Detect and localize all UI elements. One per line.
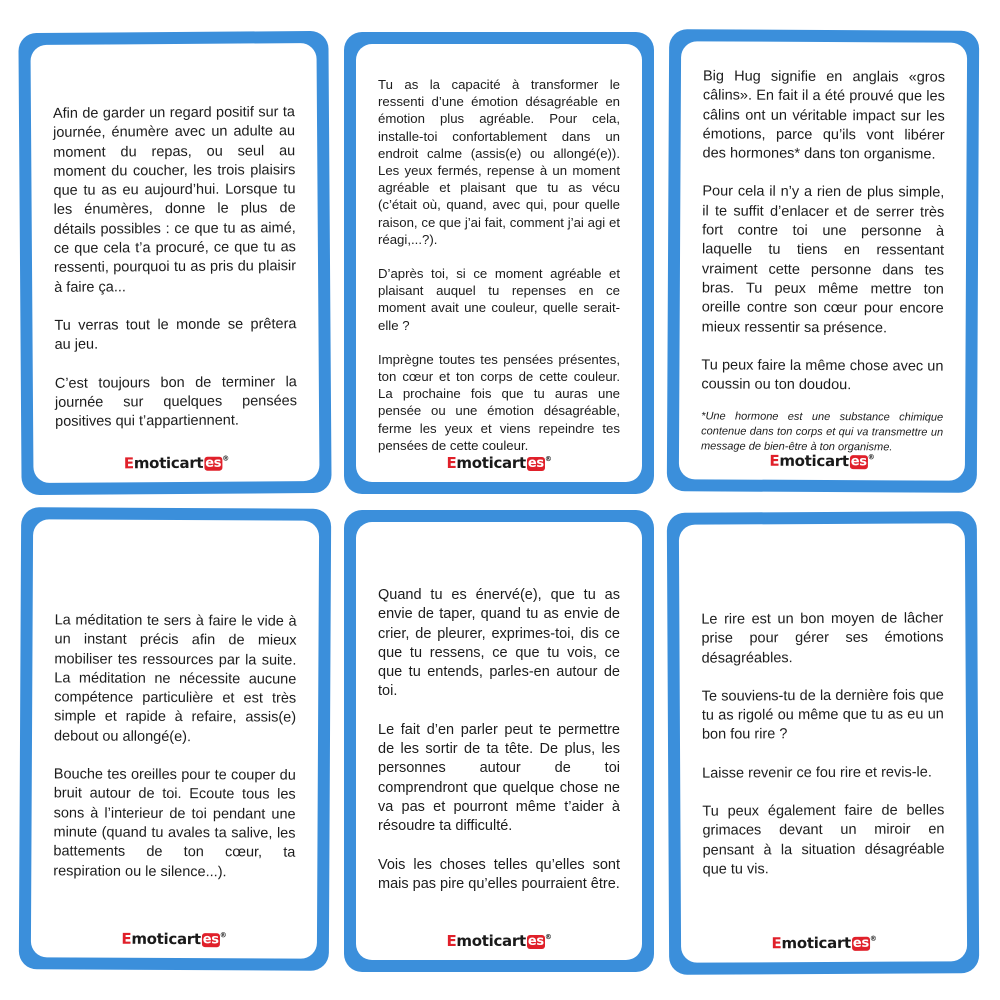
card-laughter xyxy=(667,511,979,975)
card-color-visualization xyxy=(344,32,654,494)
card-big-hug xyxy=(667,29,979,493)
card-text xyxy=(53,103,297,432)
emoticartes-logo: Emoticart es® xyxy=(123,453,229,473)
card-paragraph: C’est toujours bon de terminer la journée sur quelques pensées positives qui t’appartiennent. xyxy=(54,373,298,430)
card-text xyxy=(378,76,620,454)
card-text xyxy=(53,611,296,882)
card-body xyxy=(679,523,967,962)
card-paragraph: Vois les choses telles qu’elles sont mais pas pire qu’elles pourraient être. xyxy=(378,856,620,892)
card-paragraph: Bouche tes oreilles pour te couper du bruit autour de toi. Ecoute tous les sons à l’interieur de toi pendant une minute (quand tu avales ta salive, les battements de ton cœur, ta respiration ou le silence...). xyxy=(53,766,296,880)
card-paragraph: Tu peux faire la même chose avec un coussin ou ton doudou. xyxy=(701,357,944,394)
card-footnote: *Une hormone est une substance chimique contenue dans ton corps et qui va transmettre un message de bien-être à ton organisme. xyxy=(700,410,944,454)
card-paragraph: Le fait d’en parler peut te permettre de les sortir de ta tête. De plus, les personnes autour de toi comprendront que quelque chose ne va pas et pourront même t’aider à résoudre ta difficulté. xyxy=(378,721,620,835)
card-paragraph: Afin de garder un regard positif sur ta journée, énumère avec un adulte au moment du repas, ou seul au moment du coucher, les trois plaisirs que tu as eu aujourd’hui. Lorsque tu les énumères, donne le plus de détails possibles : ce que tu as aimé, ce que cela t’a procuré, ce que tu as ressenti, pourquoi tu as pris du plaisir à faire ça... xyxy=(52,104,297,296)
card-paragraph: Big Hug signifie en anglais «gros câlins». En fait il a été prouvé que les câlins ont un véritable impact sur les émotions, parce qu’ils vont libérer des hormones* dans ton organisme. xyxy=(702,68,946,163)
card-paragraph: Tu as la capacité à transformer le ressenti d’une émotion désagréable en émotion plus agréable. Pour cela, installe-toi confortablement dans un endroit calme (assis(e) ou allongé(e)). Les yeux fermés, repense à un moment agréable et plaisant que tu as vécu (c’était où, quand, avec qui, pour quelle raison, ce que j’ai fait, comment j’ai agi et réagi,...?). xyxy=(378,77,620,247)
card-paragraph: Quand tu es énervé(e), que tu as envie de taper, quand tu as envie de crier, de pleurer, exprimes-toi, dis ce que tu ressens, ce que tu vois, ce que tu entends, parles-en autour de toi. xyxy=(378,587,620,700)
emoticartes-logo: Emoticart es® xyxy=(121,929,227,949)
card-meditation xyxy=(19,507,331,971)
card-paragraph: Laisse revenir ce fou rire et revis-le. xyxy=(702,764,932,782)
card-text xyxy=(701,67,945,456)
card-body xyxy=(356,44,642,482)
card-paragraph: D’après toi, si ce moment agréable et plaisant auquel tu repenses en ce moment avait une couleur, quelle serait-elle ? xyxy=(378,266,620,333)
card-text xyxy=(701,609,944,880)
card-express-yourself xyxy=(344,510,654,972)
card-paragraph: Pour cela il n’y a rien de plus simple, il te suffit d’enlacer et de serrer très fort contre toi une personne à laquelle tu tiens en ressentant vraiment cette personne dans tes bras. Tu peux même mettre ton oreille contre son cœur pour encore mieux ressentir sa présence. xyxy=(701,183,945,336)
emoticartes-logo: Emoticart es® xyxy=(446,454,552,472)
card-paragraph: Imprègne toutes tes pensées présentes, ton cœur et ton corps de cette couleur. La prochaine fois que tu auras une pensée ou une émotion désagréable, ferme les yeux et viens repeindre tes pensées de cette couleur. xyxy=(378,351,620,453)
card-paragraph: Tu verras tout le monde se prêtera au jeu. xyxy=(54,316,297,354)
emoticartes-logo: Emoticart es® xyxy=(446,932,552,950)
card-paragraph: Le rire est un bon moyen de lâcher prise pour gérer ses émotions désagréables. xyxy=(701,610,944,667)
emoticartes-logo: Emoticart es® xyxy=(771,933,877,953)
card-paragraph: Tu peux également faire de belles grimaces devant un miroir en pensant à la situation désagréable que tu vis. xyxy=(702,802,945,878)
card-body xyxy=(679,41,967,480)
card-body xyxy=(356,522,642,960)
emoticartes-logo: Emoticart es® xyxy=(769,451,875,471)
card-text xyxy=(378,586,620,894)
card-paragraph: Te souviens-tu de la dernière fois que tu as rigolé ou même que tu as eu un bon fou rire ? xyxy=(701,687,944,744)
card-positive-day xyxy=(18,31,331,495)
card-paragraph: La méditation te sers à faire le vide à un instant précis afin de mieux mobiliser tes ressources par la suite. La méditation ne nécessite aucune compétence particulière et est très simple et rapide à refaire, assis(e) debout ou allongé(e). xyxy=(53,612,297,745)
card-body xyxy=(31,519,319,958)
card-body xyxy=(30,43,319,483)
